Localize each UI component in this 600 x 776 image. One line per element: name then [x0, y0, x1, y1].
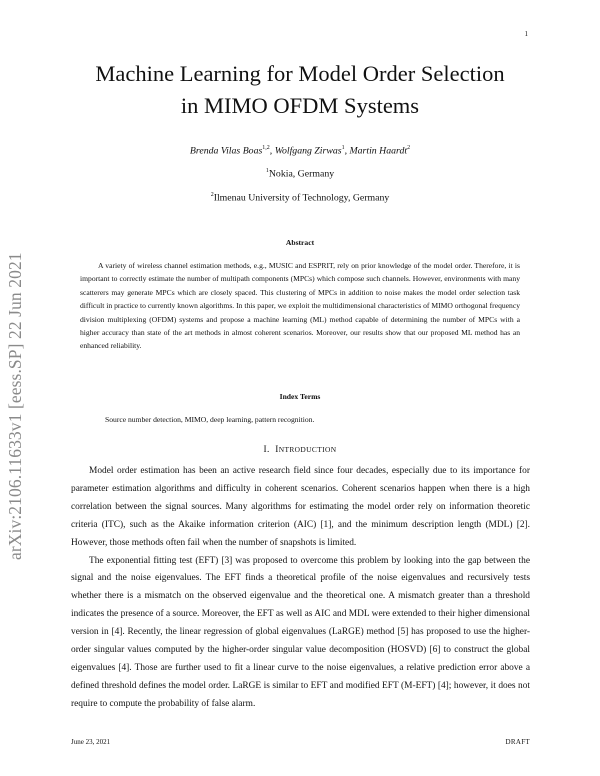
author-name: Wolfgang Zirwas	[274, 145, 342, 157]
author-name: Brenda Vilas Boas	[189, 145, 263, 157]
author-separator: ,	[344, 145, 350, 157]
body-paragraph: Model order estimation has been an active research field since four decades, especially due to its importance for parameter estimation algorithms and difficulty in coherent scenarios. Coherent scenarios happen when there is a high correlation between the signal sources. Many algorithms for estimating the model order rely on information theoretic criteria (ITC), such as the Akaike information criterion (AIC) [1], and the minimum description length (MDL) [2]. However, those methods often fail when the number of snapshots is limited.	[71, 466, 530, 548]
author-affil-mark: 1	[341, 145, 345, 151]
index-terms-heading: Index Terms	[279, 392, 321, 401]
author-affil-mark: 2	[407, 145, 411, 151]
arxiv-stamp: arXiv:2106.11633v1 [eess.SP] 22 Jun 2021	[5, 252, 25, 560]
introduction-body	[71, 463, 530, 714]
author-affil-mark: 1,2	[262, 145, 270, 151]
section-number: I.	[263, 445, 270, 455]
title-line-2: in MIMO OFDM Systems	[180, 93, 420, 118]
author-name: Martin Haardt	[349, 145, 408, 157]
title-line-1: Machine Learning for Model Order Selection	[95, 61, 505, 86]
section-title-initial: I	[275, 445, 279, 455]
abstract-section	[80, 237, 520, 353]
body-paragraph: The exponential fitting test (EFT) [3] was proposed to overcome this problem by looking into the gap between the signal and the noise eigenvalues. The EFT finds a theoretical profile of the noise eigenvalues and recursively tests whether there is a mismatch on the observed eigenvalue and the theoretical one. A mismatch greater than a threshold indicates the presence of a source. Moreover, the EFT as well as AIC and MDL were extended to their higher dimensional version in [4]. Recently, the linear regression of global eigenvalues (LaRGE) method [5] has proposed to use the higher-order singular values computed by the higher-order singular value decomposition (HOSVD) [6] to construct the global eigenvalues [4]. Those are further used to fit a linear curve to the noise eigenvalues, a relative prediction error above a defined threshold defines the model order. LaRGE is similar to EFT and modified EFT (M-EFT) [4]; however, it does not require to compute the probability of false alarm.	[71, 555, 530, 709]
title-block	[60, 58, 540, 205]
section-title-rest: NTRODUCTION	[278, 445, 337, 454]
index-terms-text: Source number detection, MIMO, deep learning, pattern recognition.	[105, 415, 315, 424]
affiliation-text: Nokia, Germany	[268, 168, 335, 180]
abstract-text: A variety of wireless channel estimation methods, e.g., MUSIC and ESPRIT, rely on prior knowledge of the model order. Therefore, it is important to correctly estimate the number of multipath components (MPCs) which compose such channels. However, environments with many scatterers may generate MPCs which are closely spaced. This clustering of MPCs in addition to noise makes the model order selection task difficult in practice to currently known algorithms. In this paper, we exploit the multidimensional characteristics of MIMO orthogonal frequency division multiplexing (OFDM) systems and propose a machine learning (ML) method capable of determining the number of MPCs with a higher accuracy than state of the art methods in almost coherent scenarios. Moreover, our results show that our proposed ML method has an enhanced reliability.	[80, 261, 520, 351]
affiliation	[60, 164, 540, 181]
author-list	[60, 141, 540, 158]
footer-status: DRAFT	[505, 738, 530, 746]
index-terms-section	[80, 391, 520, 426]
paper-title	[60, 58, 540, 122]
abstract-heading: Abstract	[285, 238, 315, 247]
footer-date: June 23, 2021	[71, 738, 111, 746]
affiliation-mark: 2	[210, 191, 214, 198]
affiliation-text: Ilmenau University of Technology, Germany	[213, 191, 390, 203]
page-number: 1	[524, 30, 528, 38]
author-separator: ,	[269, 145, 275, 157]
section-heading-introduction	[60, 445, 540, 455]
affiliation-mark: 1	[265, 168, 269, 175]
affiliation	[60, 188, 540, 205]
